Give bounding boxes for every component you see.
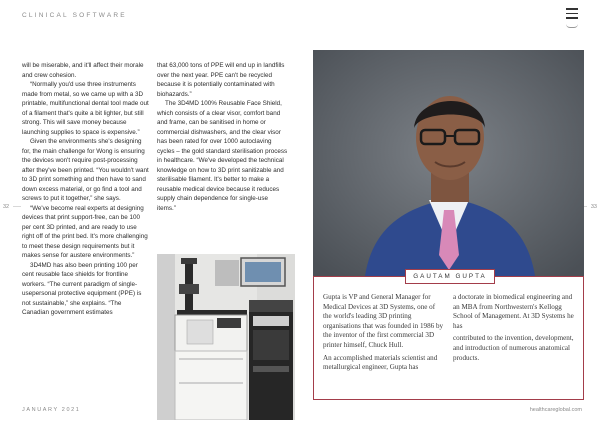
bio-paragraph: a doctorate in biomedical engineering and an MBA from Northwestern's Kellogg School of Management. At 3D Systems he has — [453, 293, 574, 330]
page-number-left: 32 — [3, 204, 10, 210]
page-number-right: 33 — [590, 204, 597, 210]
footer-website-link[interactable]: healthcareglobal.com — [529, 407, 582, 413]
article-paragraph: 3D4MD has also been printing 100 per cent reusable face shields for frontline workers. “The current paradigm of single-usepersonal protective equipment (PPE) is not sustainable,” she explains. “The Canadian government estimates — [22, 261, 142, 316]
article-column-1 — [22, 61, 150, 318]
lab-equipment-photo — [157, 254, 295, 420]
page-divider-left — [13, 206, 21, 207]
portrait-photo — [313, 50, 584, 276]
article-column-2 — [157, 61, 288, 213]
footer-date: JANUARY 2021 — [22, 407, 81, 413]
article-paragraph: The 3D4MD 100% Reusable Face Shield, which consists of a clear visor, comfort band and frame, can be sanitised in home or commercial dishwashers, and the clear visor has been rated for over 1000 autoclaving cycles – the gold standard sterilisation process in healthcare. “We've developed the technical knowledge on how to 3D print sanitizable and sterilisable filament. It's better to make a reusable medical device because it reduces supply chain dependence for single-use items.” — [157, 100, 288, 212]
bio-paragraph: contributed to the invention, development, and introduction of numerous anatomical products. — [453, 334, 574, 362]
article-paragraph: “Normally you'd use three instruments made from metal, so we came up with a 3D printable, multifunctional dental tool made out of a filament that's quite a bit lighter, but still strong. This will save money because launching supplies to space is expensive.” — [22, 81, 149, 136]
bio-column-1 — [323, 293, 445, 376]
article-paragraph: will be miserable, and it'll affect their morale and crew cohesion. — [22, 62, 144, 79]
hamburger-menu-icon[interactable] — [566, 8, 578, 20]
menu-caret — [566, 24, 578, 28]
bio-paragraph: Gupta is VP and General Manager for Medical Devices at 3D Systems, one of the world's leading 3D printing organisations that was founded in 1986 by the inventor of the first commercial 3D printer himself, Chuck Hull. — [323, 293, 444, 349]
bio-paragraph: An accomplished materials scientist and metallurgical engineer, Gupta has — [323, 353, 438, 372]
article-paragraph: that 63,000 tons of PPE will end up in landfills over the next year. PPE can't be recycled because it is potentially contaminated with biohazards.” — [157, 62, 285, 98]
bio-column-2 — [453, 293, 577, 366]
article-paragraph: Given the environments she's designing for, the main challenge for Wong is ensuring the devices won't require post-processing after they've been printed. “You wouldn't want to 3D print something and then have to sand down excess material, or go find a tool and screws to put it together,” she says. — [22, 138, 149, 202]
article-paragraph: “We've become real experts at designing devices that print support-free, can be 100 per cent 3D printed, and are ready to use right off of the print bed. It's more challenging to meet these design requirements but it makes sense for austere environments.” — [22, 204, 148, 259]
section-label: CLINICAL SOFTWARE — [22, 12, 127, 19]
caption-name-tag: GAUTAM GUPTA — [405, 269, 495, 284]
